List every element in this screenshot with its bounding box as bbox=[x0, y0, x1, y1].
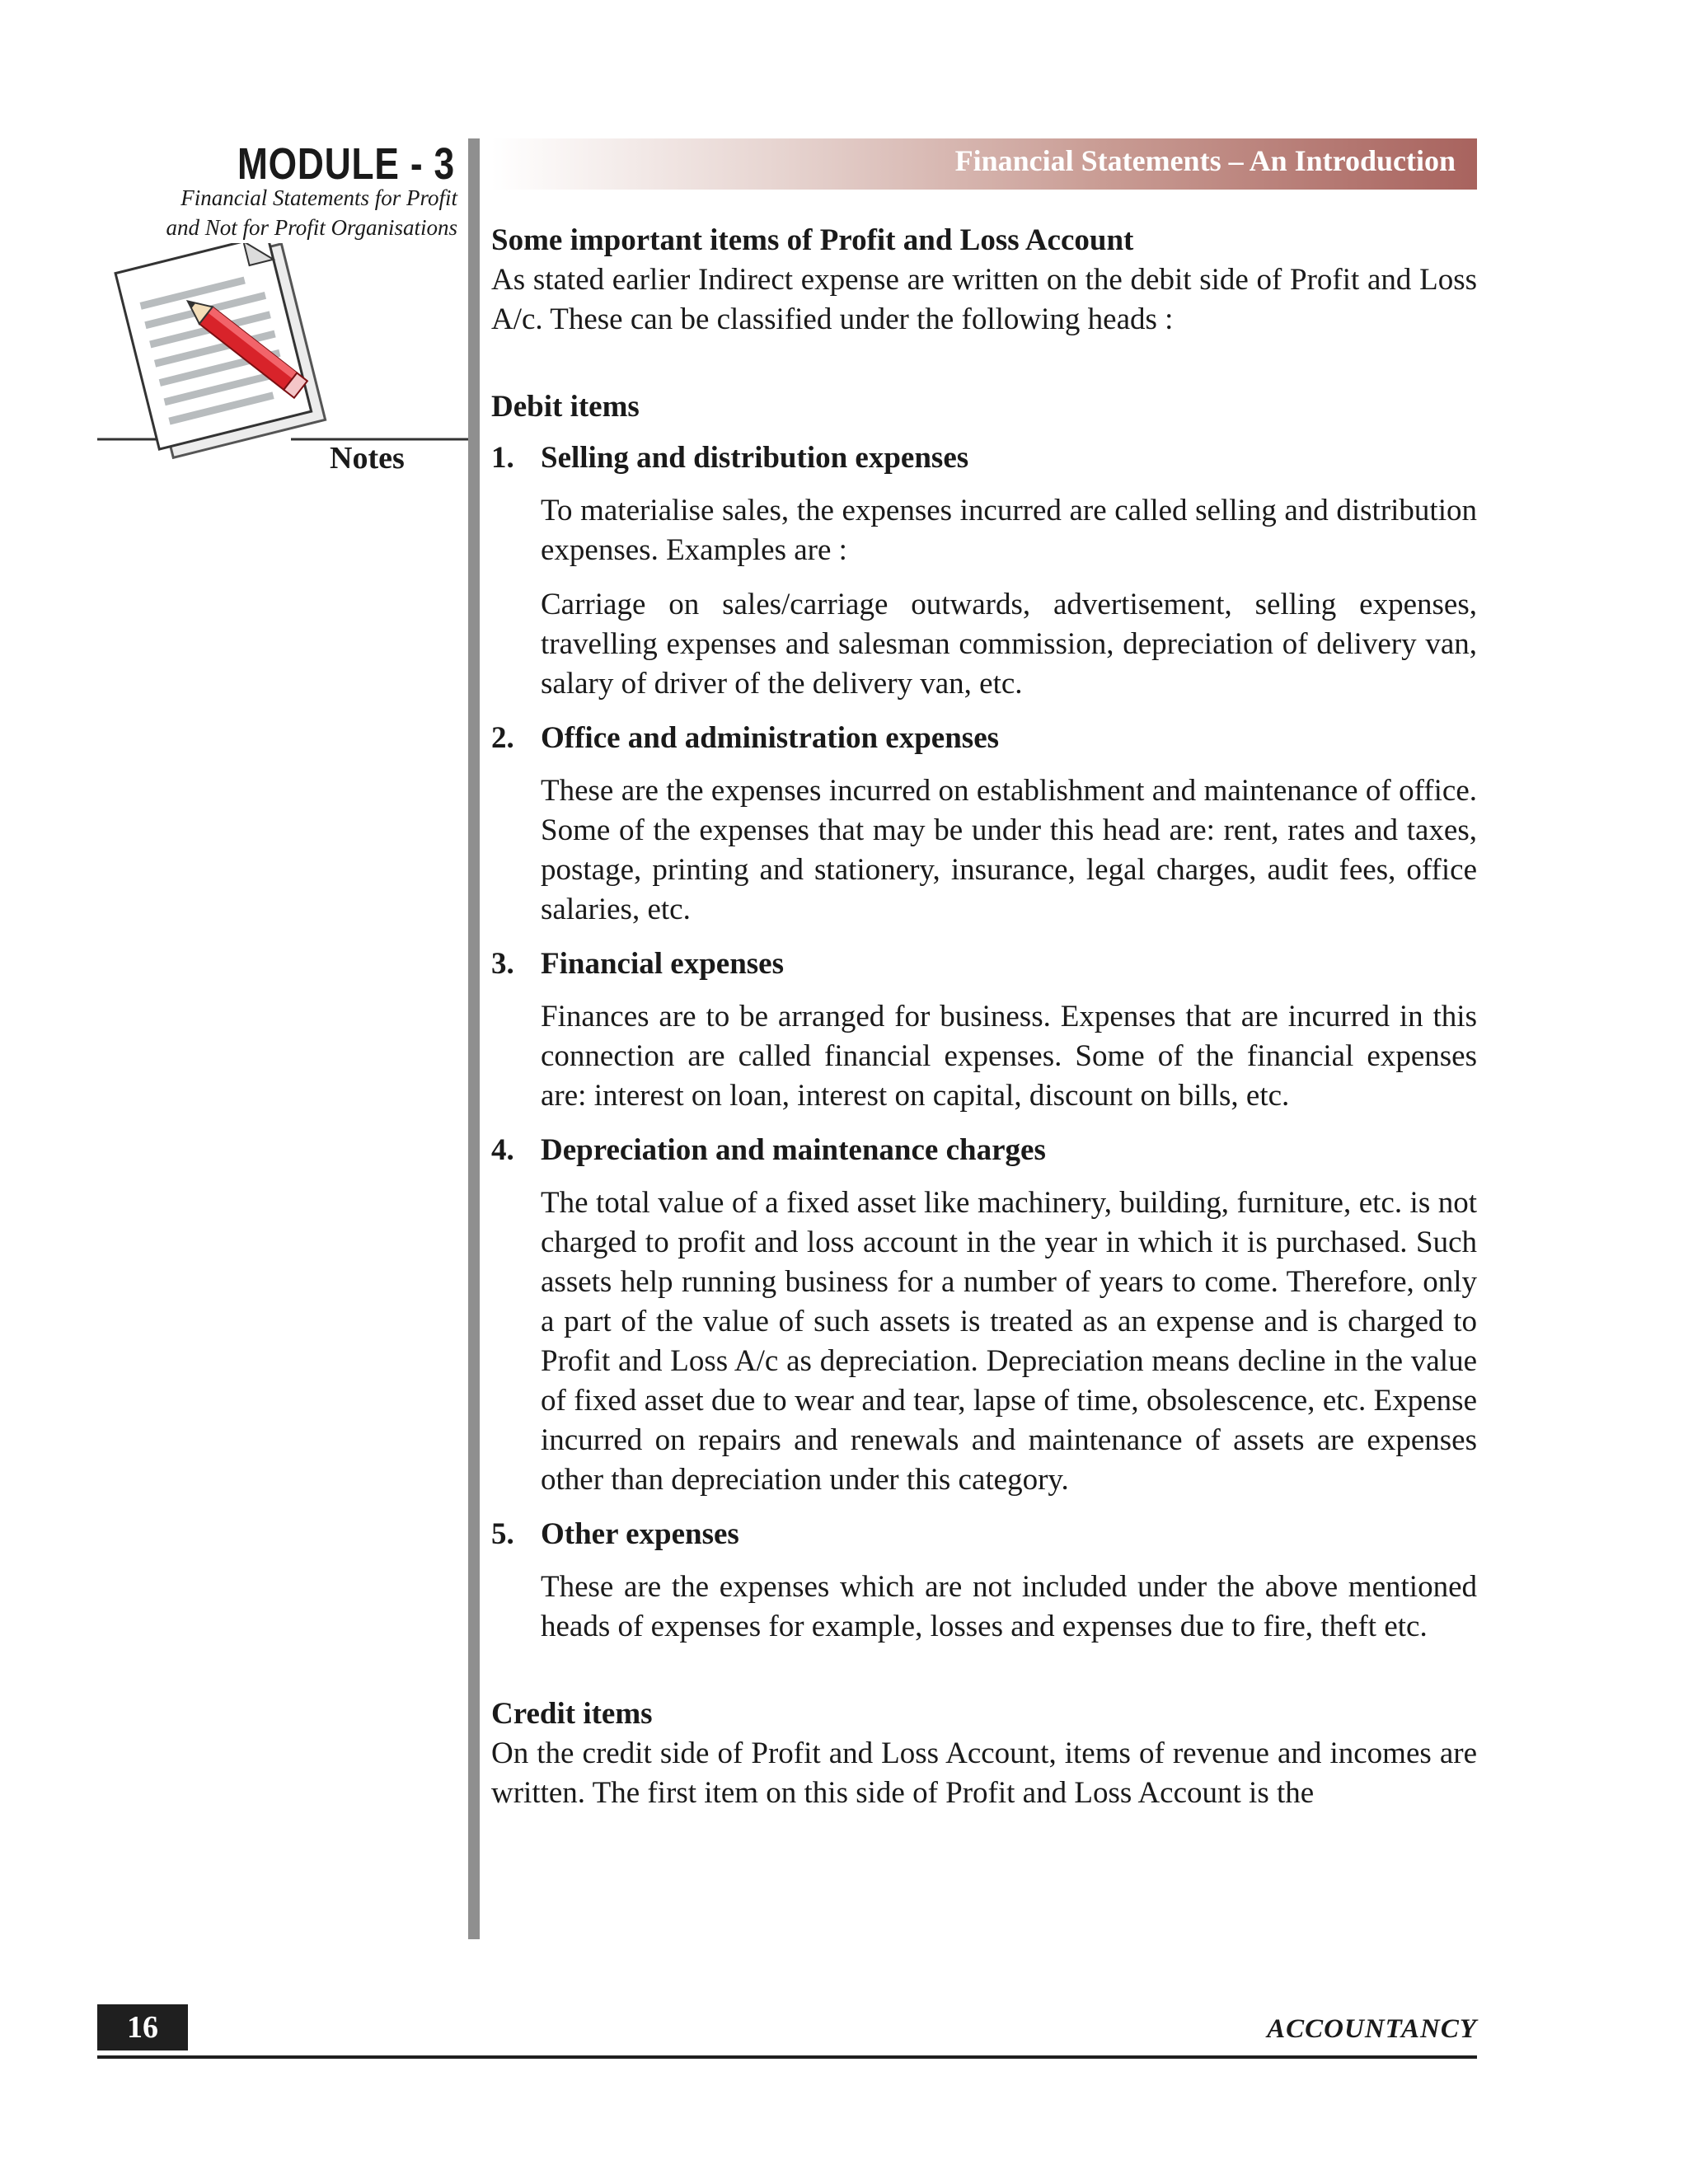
item-title: Other expenses bbox=[541, 1517, 739, 1551]
item-heading bbox=[491, 1131, 1477, 1170]
list-item bbox=[491, 944, 1477, 1116]
notes-pencil-icon bbox=[97, 243, 476, 482]
item-heading bbox=[491, 944, 1477, 984]
item-title: Depreciation and maintenance charges bbox=[541, 1133, 1046, 1167]
credit-heading: Credit items bbox=[491, 1697, 653, 1731]
item-number: 3. bbox=[491, 947, 514, 981]
item-number: 5. bbox=[491, 1517, 514, 1551]
book-name: ACCOUNTANCY bbox=[1267, 2014, 1477, 2044]
page-number: 16 bbox=[97, 2004, 188, 2050]
item-heading bbox=[491, 1515, 1477, 1554]
item-number: 1. bbox=[491, 441, 514, 475]
item-number: 2. bbox=[491, 721, 514, 755]
item-paragraph: Carriage on sales/carriage outwards, advertisement, selling expenses, travelling expenses and salesman commission, depreciation of delivery van, salary of driver of the delivery van, etc. bbox=[541, 588, 1477, 701]
chapter-header-bar bbox=[491, 138, 1477, 190]
credit-paragraph: On the credit side of Profit and Loss Account, items of revenue and incomes are written. The first item on this side of Profit and Loss Account is the bbox=[491, 1736, 1477, 1810]
item-title: Office and administration expenses bbox=[541, 721, 1000, 755]
item-paragraph: To materialise sales, the expenses incurred are called selling and distribution expenses. Examples are : bbox=[541, 494, 1477, 567]
item-heading bbox=[491, 438, 1477, 478]
item-number: 4. bbox=[491, 1133, 514, 1167]
section-title: Some important items of Profit and Loss Account bbox=[491, 223, 1134, 257]
item-paragraph: Finances are to be arranged for business. Expenses that are incurred in this connection are called financial expenses. Some of the financial expenses are: interest on loan, interest on capital, discount on bills, etc. bbox=[541, 1000, 1477, 1113]
item-title: Financial expenses bbox=[541, 947, 784, 981]
debit-heading: Debit items bbox=[491, 390, 640, 424]
module-subtitle-line1: Financial Statements for Profit bbox=[181, 185, 457, 210]
item-paragraph: These are the expenses incurred on establishment and maintenance of office. Some of the expenses that may be under this head are: rent, rates and taxes, postage, printing and stationery, insurance, legal charges, audit fees, office salaries, etc. bbox=[541, 774, 1477, 926]
intro-paragraph: As stated earlier Indirect expense are written on the debit side of Profit and Loss A/c. These can be classified under the following heads : bbox=[491, 263, 1477, 336]
item-title: Selling and distribution expenses bbox=[541, 441, 969, 475]
list-item bbox=[491, 719, 1477, 930]
chapter-title: Financial Statements – An Introduction bbox=[954, 144, 1456, 177]
main-content bbox=[491, 221, 1477, 1813]
item-paragraph: The total value of a fixed asset like machinery, building, furniture, etc. is not charged to profit and loss account in the year in which it is purchased. Such assets help running business for a number of years to come. Therefore, only a part of the value of such assets is treated as an expense and is charged to Profit and Loss A/c as depreciation. Depreciation means decline in the value of fixed asset due to wear and tear, lapse of time, obsolescence, etc. Expense incurred on repairs and renewals and maintenance of assets are expenses other than depreciation under this category. bbox=[541, 1186, 1477, 1497]
list-item bbox=[491, 438, 1477, 704]
item-heading bbox=[491, 719, 1477, 758]
item-paragraph: These are the expenses which are not included under the above mentioned heads of expenses for example, losses and expenses due to fire, theft etc. bbox=[541, 1570, 1477, 1643]
list-item bbox=[491, 1515, 1477, 1647]
module-subtitle bbox=[107, 183, 457, 242]
footer-rule bbox=[97, 2055, 1477, 2059]
notes-label: Notes bbox=[330, 441, 405, 476]
module-title: MODULE - 3 bbox=[237, 139, 455, 189]
list-item bbox=[491, 1131, 1477, 1500]
module-subtitle-line2: and Not for Profit Organisations bbox=[166, 215, 457, 240]
vertical-divider bbox=[468, 138, 480, 1939]
